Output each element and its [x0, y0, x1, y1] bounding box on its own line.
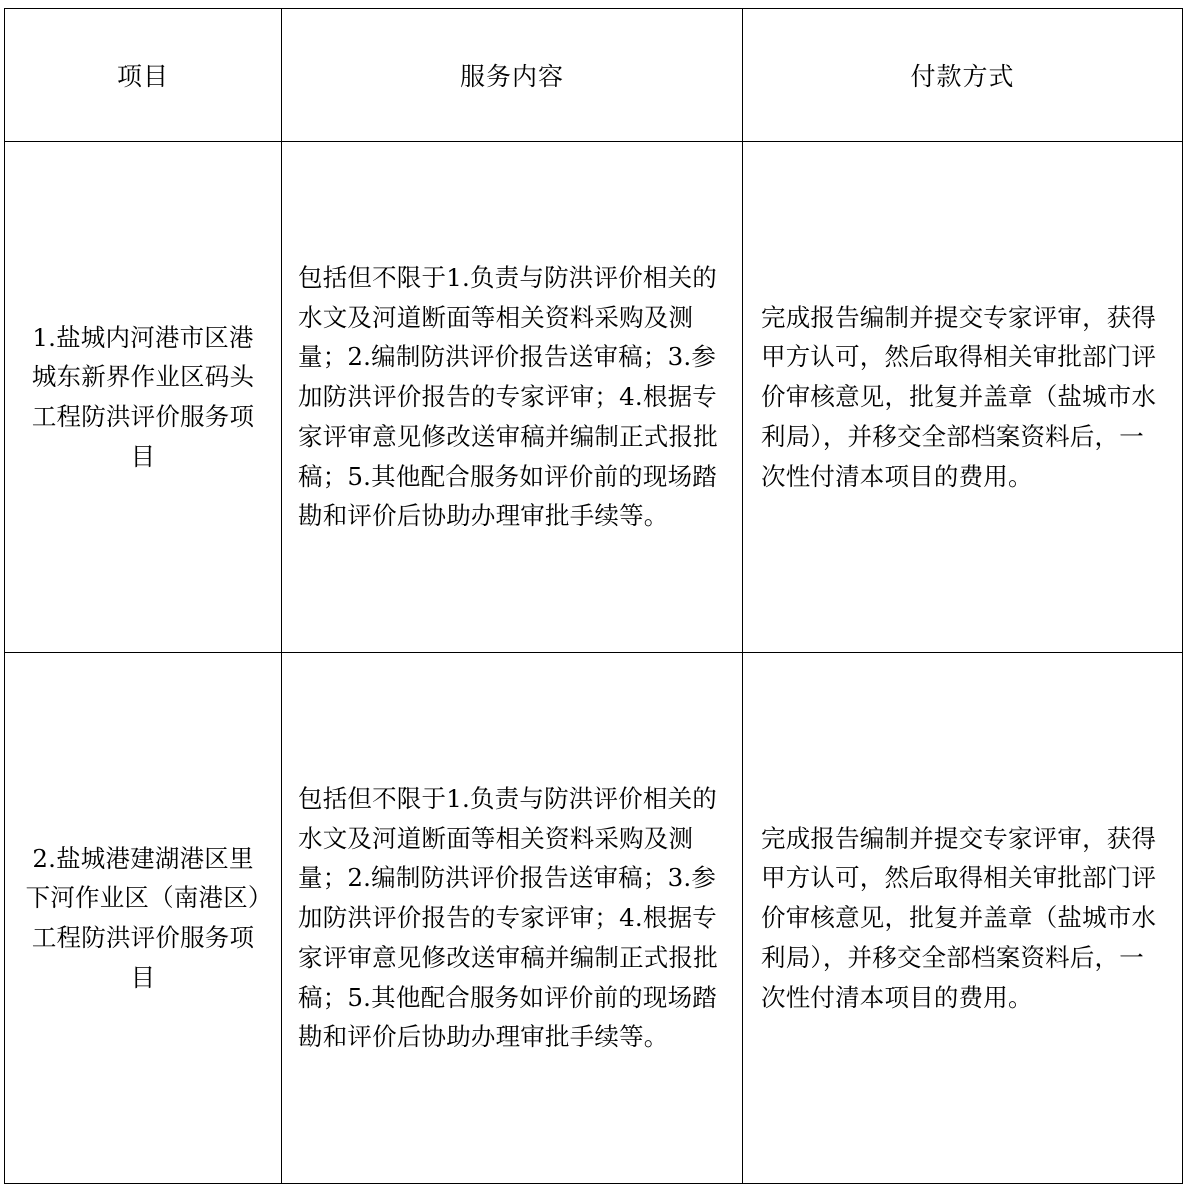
table-row [5, 653, 1183, 1184]
cell-service [282, 142, 743, 653]
service-payment-table [4, 8, 1183, 1184]
table-row [5, 142, 1183, 653]
cell-item-text: 1.盐城内河港市区港城东新界作业区码头工程防洪评价服务项目 [31, 322, 255, 471]
cell-payment-text: 完成报告编制并提交专家评审，获得甲方认可，然后取得相关审批部门评价审核意见，批复并盖章（盐城市水利局），并移交全部档案资料后，一次性付清本项目的费用。 [761, 302, 1157, 491]
column-header-item [5, 9, 282, 142]
cell-payment [743, 653, 1183, 1184]
column-header-service-label: 服务内容 [459, 62, 564, 91]
column-header-payment-label: 付款方式 [910, 62, 1015, 91]
cell-payment-text: 完成报告编制并提交专家评审，获得甲方认可，然后取得相关审批部门评价审核意见，批复并盖章（盐城市水利局），并移交全部档案资料后，一次性付清本项目的费用。 [761, 823, 1157, 1012]
cell-service-text: 包括但不限于1.负责与防洪评价相关的水文及河道断面等相关资料采购及测量；2.编制防洪评价报告送审稿；3.参加防洪评价报告的专家评审；4.根据专家评审意见修改送审稿并编制正式报批稿；5.其他配合服务如评价前的现场踏勘和评价后协助办理审批手续等。 [298, 784, 718, 1052]
column-header-item-label: 项目 [116, 62, 169, 91]
cell-payment [743, 142, 1183, 653]
column-header-payment [743, 9, 1183, 142]
cell-service [282, 653, 743, 1184]
cell-item-text: 2.盐城港建湖港区里下河作业区（南港区）工程防洪评价服务项目 [25, 843, 261, 992]
cell-item [5, 142, 282, 653]
table-header-row [5, 9, 1183, 142]
cell-item [5, 653, 282, 1184]
cell-service-text: 包括但不限于1.负责与防洪评价相关的水文及河道断面等相关资料采购及测量；2.编制防洪评价报告送审稿；3.参加防洪评价报告的专家评审；4.根据专家评审意见修改送审稿并编制正式报批稿；5.其他配合服务如评价前的现场踏勘和评价后协助办理审批手续等。 [298, 263, 718, 531]
column-header-service [282, 9, 743, 142]
